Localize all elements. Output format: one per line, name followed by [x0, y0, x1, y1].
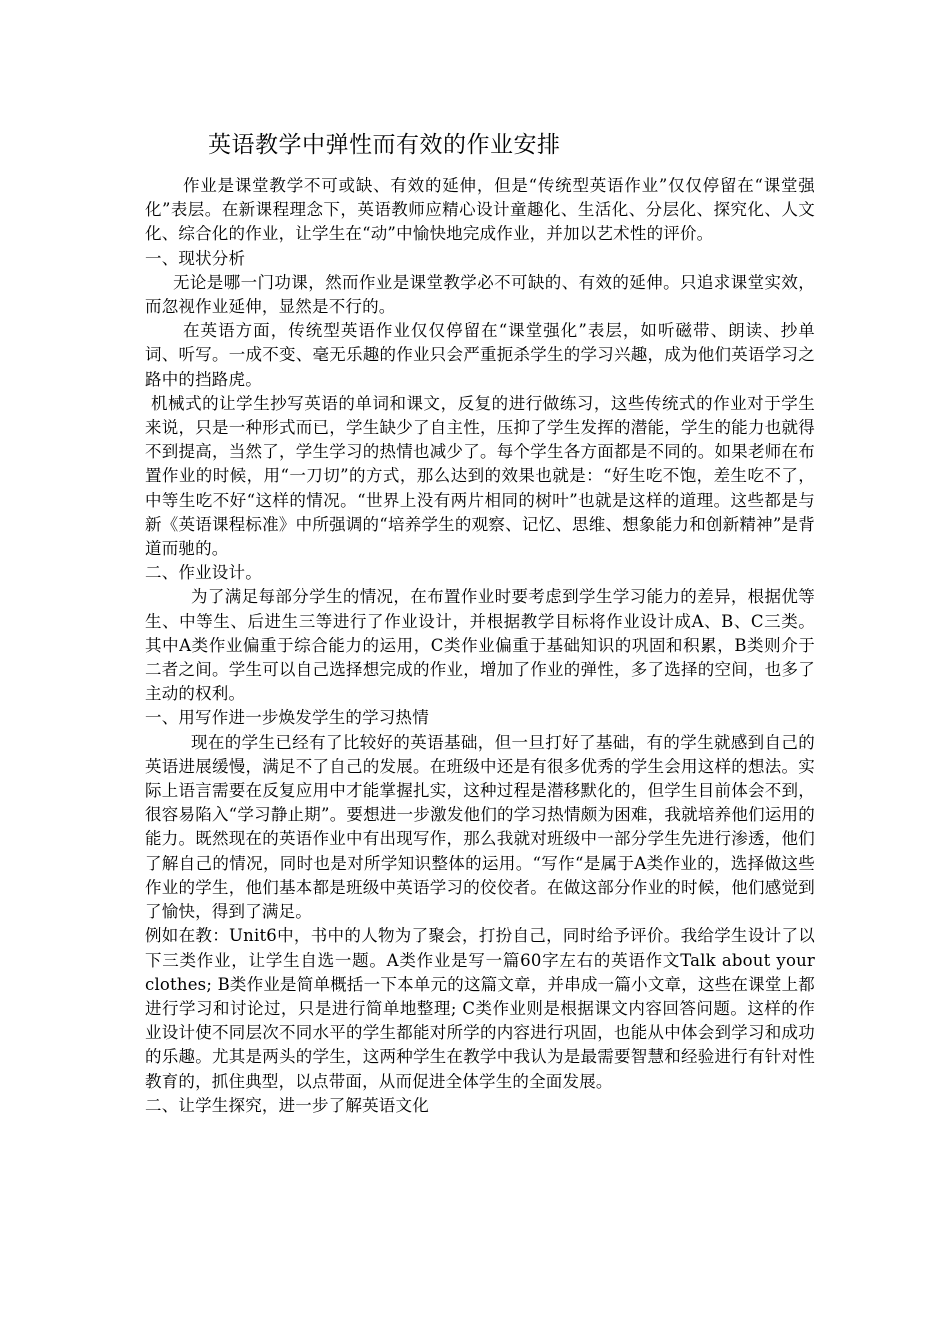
- subsection-heading-writing: 一、用写作进一步焕发学生的学习热情: [145, 708, 429, 728]
- writing-paragraph-1: 现在的学生已经有了比较好的英语基础，但一旦打好了基础，有的学生就感到自己的英语进展缓慢，满足不了自己的发展。在班级中还是有很多优秀的学生会用这样的想法。实际上语言需要在反复应用中才能掌握扎实，这种过程是潜移默化的，但学生目前体会不到，很容易陷入“学习静止期”。要想进一步激发他们的学习热情颇为困难，我就培养他们运用的能力。既然现在的英语作业中有出现写作，那么我就对班级中一部分学生先进行渗透，他们了解自己的情况，同时也是对所学知识整体的运用。“写作“是属于A类作业的，选择做这些作业的学生，他们基本都是班级中英语学习的佼佼者。在做这部分作业的时候，他们感觉到了愉快，得到了满足。: [145, 732, 815, 922]
- design-paragraph-1: 为了满足每部分学生的情况，在布置作业时要考虑到学生学习能力的差异，根据优等生、中等生、后进生三等进行了作业设计，并根据教学目标将作业设计成A、B、C三类。其中A类作业偏重于综合能力的运用，C类作业偏重于基础知识的巩固和积累，B类则介于二者之间。学生可以自己选择想完成的作业，增加了作业的弹性，多了选择的空间，也多了主动的权利。: [145, 587, 815, 704]
- status-paragraph-3: 机械式的让学生抄写英语的单词和课文，反复的进行做练习，这些传统式的作业对于学生来说，只是一种形式而已，学生缺少了自主性，压抑了学生发挥的潜能，学生的能力也就得不到提高，当然了，学生学习的热情也减少了。每个学生各方面都是不同的。如果老师在布置作业的时候，用“一刀切”的方式，那么达到的效果也就是：“好生吃不饱，差生吃不了，中等生吃不好“这样的情况。“世界上没有两片相同的树叶”也就是这样的道理。这些都是与新《英语课程标准》中所强调的“培养学生的观察、记忆、思维、想象能力和创新精神”是背道而驰的。: [145, 393, 815, 559]
- document-body: [145, 128, 815, 1118]
- writing-paragraph-2: 例如在教：Unit6中，书中的人物为了聚会，打扮自己，同时给予评价。我给学生设计了以下三类作业，让学生自选一题。A类作业是写一篇60字左右的英语作文Talk about your clothes; B类作业是简单概括一下本单元的这篇文章，并串成一篇小文章，这些在课堂上都进行学习和讨论过，只是进行简单地整理; C类作业则是根据课文内容回答问题。这样的作业设计使不同层次不同水平的学生都能对所学的内容进行巩固，也能从中体会到学习和成功的乐趣。尤其是两头的学生，这两种学生在教学中我认为是最需要智慧和经验进行有针对性教育的，抓住典型，以点带面，从而促进全体学生的全面发展。: [145, 926, 815, 1091]
- status-paragraph-2: 在英语方面，传统型英语作业仅仅停留在“课堂强化”表层，如听磁带、朗读、抄单词、听写。一成不变、毫无乐趣的作业只会严重扼杀学生的学习兴趣，成为他们英语学习之路中的挡路虎。: [145, 321, 815, 389]
- section-heading-status: 一、现状分析: [145, 248, 246, 268]
- intro-paragraph: 作业是课堂教学不可或缺、有效的延伸，但是“传统型英语作业”仅仅停留在“课堂强化”表层。在新课程理念下，英语教师应精心设计童趣化、生活化、分层化、探究化、人文化、综合化的作业，让学生在“动”中愉快地完成作业，并加以艺术性的评价。: [145, 176, 815, 244]
- status-paragraph-1: 无论是哪一门功课，然而作业是课堂教学必不可缺的、有效的延伸。只追求课堂实效，而忽视作业延伸，显然是不行的。: [145, 272, 815, 317]
- document-title: 英语教学中弹性而有效的作业安排: [208, 132, 561, 158]
- section-heading-design: 二、作业设计。: [145, 563, 262, 583]
- subsection-heading-explore: 二、让学生探究，进一步了解英语文化: [145, 1095, 429, 1115]
